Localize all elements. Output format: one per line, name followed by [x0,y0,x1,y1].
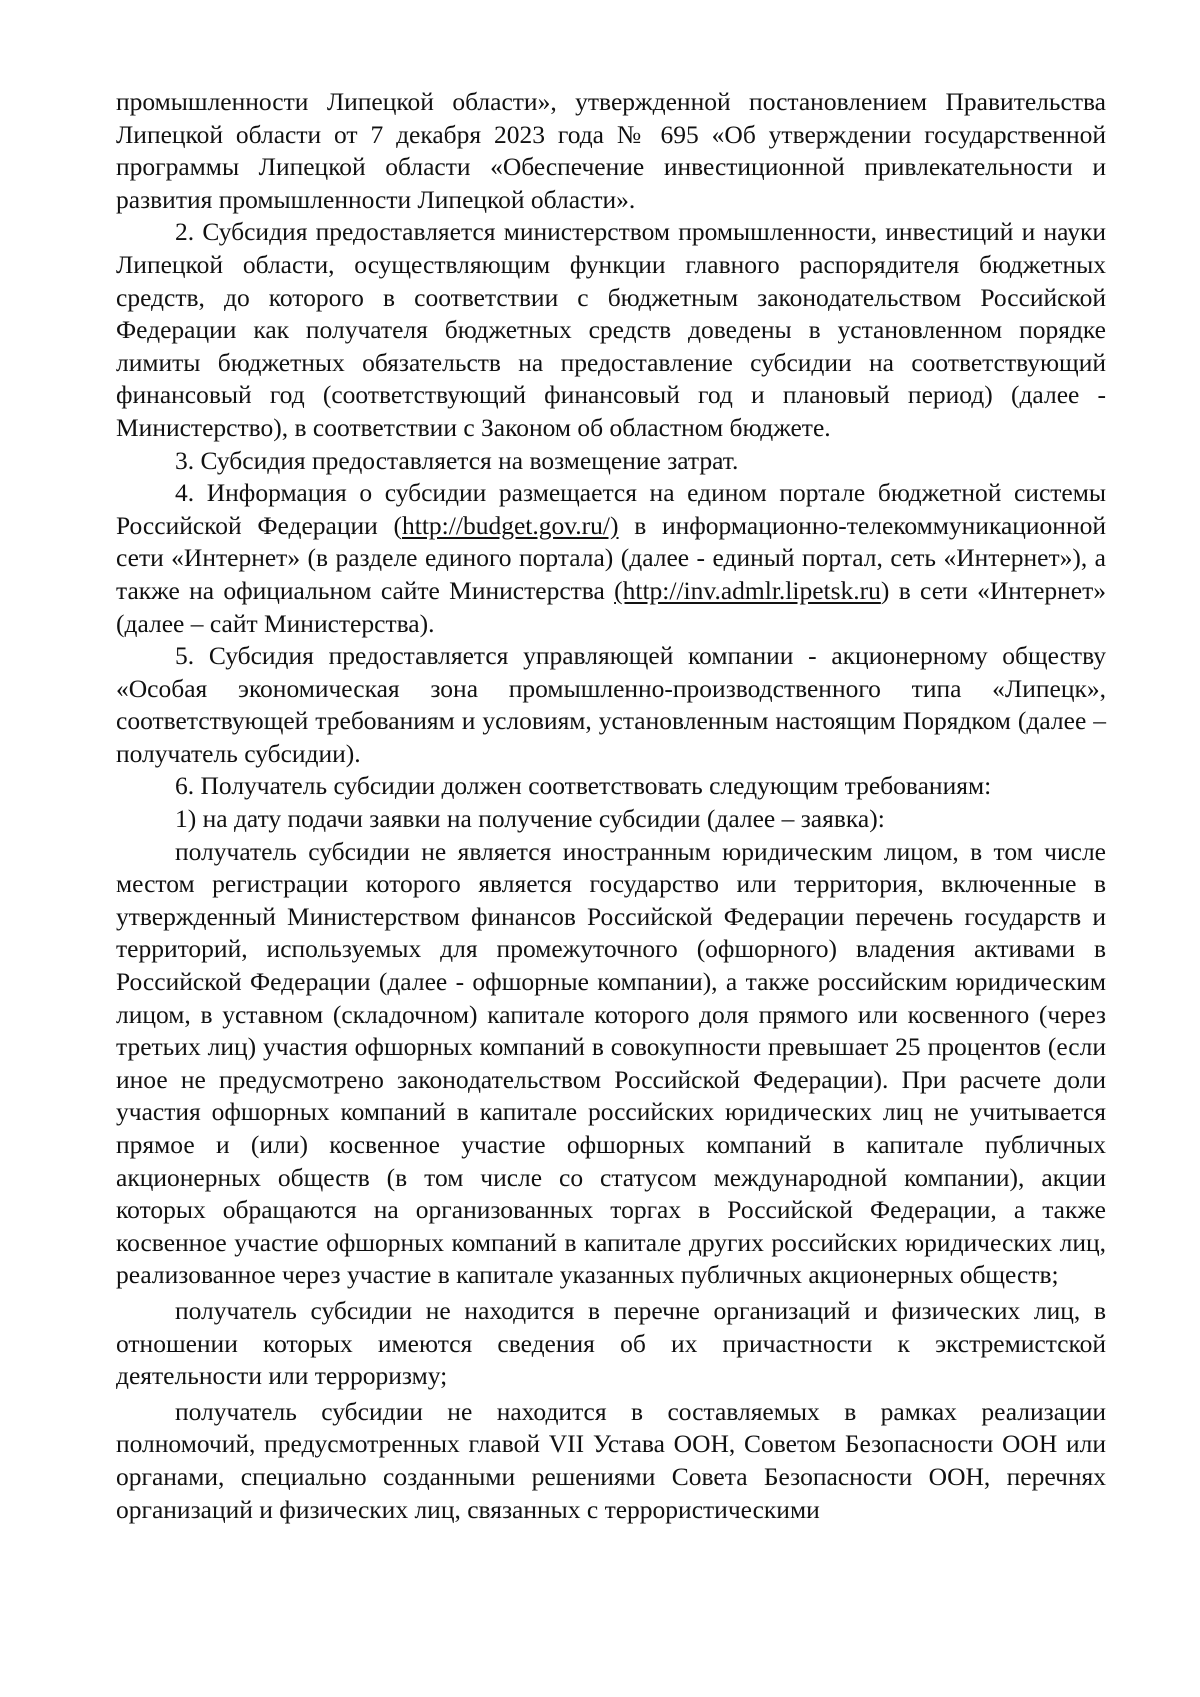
requirement-offshore: получатель субсидии не является иностранным юридическим лицом, в том числе местом регистрации которого является государство или территория, включенные в утвержденный Министерством финансов Российской Федерации перечень государств и территорий, используемых для промежуточного (офшорного) владения активами в Российской Федерации (далее - офшорные компании), а также российским юридическим лицом, в уставном (складочном) капитале которого доля прямого или косвенного (через третьих лиц) участия офшорных компаний в совокупности превышает 25 процентов (если иное не предусмотрено законодательством Российской Федерации). При расчете доли участия офшорных компаний в капитале российских юридических лиц не учитывается прямое и (или) косвенное участие офшорных компаний в капитале публичных акционерных обществ (в том числе со статусом международной компании), акции которых обращаются на организованных торгах в Российской Федерации, а также косвенное участие офшорных компаний в капитале других российских юридических лиц, реализованное через участие в капитале указанных публичных акционерных обществ; [116,836,1106,1290]
requirement-extremism: получатель субсидии не находится в перечне организаций и физических лиц, в отношении которых имеются сведения об их причастности к экстремистской деятельности или терроризму; [116,1295,1106,1391]
ministry-site-link[interactable]: (http://inv.admlr.lipetsk.ru [614,575,881,605]
subparagraph-1: 1) на дату подачи заявки на получение субсидии (далее – заявка): [175,804,885,834]
paragraph-item-4-text-a: 4. Информация о субсидии размещается на едином портале бюджетной системы Российской Федерации ( [116,478,1106,540]
paragraph-continuation: промышленности Липецкой области», утвержденной постановлением Правительства Липецкой области от 7 декабря 2023 года № 695 «Об утверждении государственной программы Липецкой области «Обеспечение инвестиционной привлекательности и развития промышленности Липецкой области». [116,87,1106,214]
paragraph-item-4 [116,477,1106,640]
paragraph-item-6: 6. Получатель субсидии должен соответствовать следующим требованиям: [175,771,992,801]
paragraph-item-3: 3. Субсидия предоставляется на возмещение затрат. [175,445,739,475]
requirement-un-sanctions: получатель субсидии не находится в составляемых в рамках реализации полномочий, предусмотренных главой VII Устава ООН, Советом Безопасности ООН или органами, специально созданными решениями Совета Безопасности ООН, перечнях организаций и физических лиц, связанных с террористическими [116,1396,1106,1524]
paragraph-item-5: 5. Субсидия предоставляется управляющей компании - акционерному обществу «Особая экономическая зона промышленно-производственного типа «Липецк», соответствующей требованиям и условиям, установленным настоящим Порядком (далее – получатель субсидии). [116,641,1106,768]
paragraph-item-2: 2. Субсидия предоставляется министерством промышленности, инвестиций и науки Липецкой области, осуществляющим функции главного распорядителя бюджетных средств, до которого в соответствии с бюджетным законодательством Российской Федерации как получателя бюджетных средств доведены в установленном порядке лимиты бюджетных обязательств на предоставление субсидии на соответствующий финансовый год (соответствующий финансовый год и плановый период) (далее - Министерство), в соответствии с Законом об областном бюджете. [116,217,1106,442]
paragraph-item-4-text-c: ) в сети «Интернет» (далее – сайт Министерства). [116,575,1106,638]
budget-portal-link[interactable]: http://budget.gov.ru/) [402,510,619,540]
document-body [116,86,1106,1526]
paragraph-item-4-text-b: в информационно-телекоммуникационной сети «Интернет» (в разделе единого портала) (далее - единый портал, сеть «Интернет»), а также на официальном сайте Министерства [116,510,1106,605]
